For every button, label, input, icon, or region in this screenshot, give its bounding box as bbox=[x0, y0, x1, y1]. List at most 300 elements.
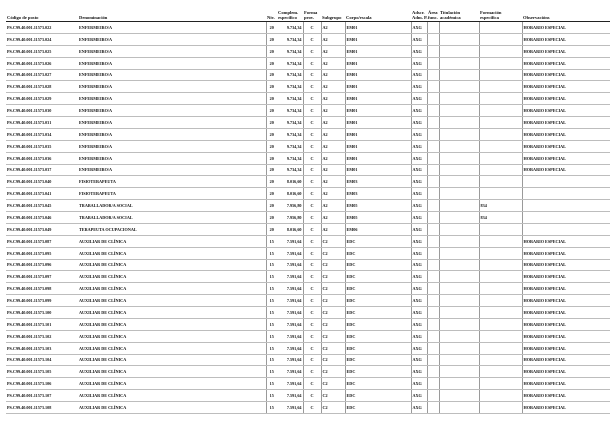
cell-adscr: AXG bbox=[411, 318, 427, 330]
table-row bbox=[6, 259, 610, 271]
cell-denominacion: AUXILIAR DE CLÍNICA bbox=[78, 235, 266, 247]
cell-empty bbox=[427, 354, 439, 366]
cell-denominacion: AUXILIAR DE CLÍNICA bbox=[78, 354, 266, 366]
cell-empty bbox=[427, 307, 439, 319]
cell-observacions: HORARIO ESPECIAL bbox=[522, 140, 610, 152]
cell-empty bbox=[427, 330, 439, 342]
cell-subgrupo: A2 bbox=[321, 140, 345, 152]
table-row bbox=[6, 69, 610, 81]
cell-forma: C bbox=[303, 93, 321, 105]
cell-observacions bbox=[522, 188, 610, 200]
cell-complem: 9.734,34 bbox=[277, 164, 303, 176]
cell-formacion bbox=[479, 164, 522, 176]
cell-empty bbox=[427, 402, 439, 414]
cell-corpo: EM01 bbox=[345, 57, 411, 69]
cell-empty bbox=[439, 330, 479, 342]
cell-forma: C bbox=[303, 200, 321, 212]
header-adscr: Adscr. Adm. P. bbox=[411, 5, 427, 22]
cell-observacions: HORARIO ESPECIAL bbox=[522, 318, 610, 330]
cell-empty bbox=[439, 69, 479, 81]
cell-adscr: AXG bbox=[411, 57, 427, 69]
cell-subgrupo: A2 bbox=[321, 22, 345, 34]
cell-corpo: EM01 bbox=[345, 33, 411, 45]
cell-subgrupo: A2 bbox=[321, 212, 345, 224]
cell-formacion bbox=[479, 271, 522, 283]
cell-empty bbox=[427, 176, 439, 188]
table-row bbox=[6, 140, 610, 152]
cell-codigo: PS.C99.40.001.11573.036 bbox=[6, 152, 78, 164]
cell-niv: 15 bbox=[266, 295, 277, 307]
cell-empty bbox=[427, 271, 439, 283]
table-row bbox=[6, 342, 610, 354]
cell-formacion bbox=[479, 176, 522, 188]
cell-adscr: AXG bbox=[411, 176, 427, 188]
table-row bbox=[6, 318, 610, 330]
cell-adscr: AXG bbox=[411, 200, 427, 212]
cell-denominacion: ENFERMEIRO/A bbox=[78, 45, 266, 57]
cell-complem: 7.591,64 bbox=[277, 295, 303, 307]
cell-niv: 15 bbox=[266, 283, 277, 295]
cell-denominacion: AUXILIAR DE CLÍNICA bbox=[78, 390, 266, 402]
cell-codigo: PS.C99.40.001.11573.106 bbox=[6, 378, 78, 390]
cell-adscr: AXG bbox=[411, 22, 427, 34]
cell-subgrupo: A2 bbox=[321, 164, 345, 176]
cell-denominacion: AUXILIAR DE CLÍNICA bbox=[78, 342, 266, 354]
cell-codigo: PS.C99.40.001.11573.040 bbox=[6, 176, 78, 188]
table-body bbox=[6, 22, 610, 414]
cell-denominacion: TRABALLADOR/A SOCIAL bbox=[78, 200, 266, 212]
cell-codigo: PS.C99.40.001.11573.095 bbox=[6, 247, 78, 259]
table-row bbox=[6, 390, 610, 402]
table-row bbox=[6, 22, 610, 34]
cell-empty bbox=[439, 283, 479, 295]
cell-niv: 15 bbox=[266, 354, 277, 366]
cell-corpo: EM01 bbox=[345, 81, 411, 93]
cell-empty bbox=[427, 247, 439, 259]
cell-adscr: AXG bbox=[411, 105, 427, 117]
cell-empty bbox=[427, 140, 439, 152]
cell-formacion bbox=[479, 235, 522, 247]
cell-codigo: PS.C99.40.001.11573.031 bbox=[6, 117, 78, 129]
cell-forma: C bbox=[303, 318, 321, 330]
cell-empty bbox=[439, 45, 479, 57]
cell-subgrupo: A2 bbox=[321, 69, 345, 81]
cell-formacion bbox=[479, 117, 522, 129]
cell-observacions bbox=[522, 200, 610, 212]
cell-adscr: AXG bbox=[411, 354, 427, 366]
cell-observacions: HORARIO ESPECIAL bbox=[522, 22, 610, 34]
cell-codigo: PS.C99.40.001.11573.041 bbox=[6, 188, 78, 200]
cell-niv: 15 bbox=[266, 271, 277, 283]
cell-empty bbox=[439, 259, 479, 271]
table-row bbox=[6, 295, 610, 307]
cell-complem: 9.734,34 bbox=[277, 81, 303, 93]
cell-observacions: HORARIO ESPECIAL bbox=[522, 259, 610, 271]
cell-forma: C bbox=[303, 390, 321, 402]
cell-codigo: PS.C99.40.001.11573.045 bbox=[6, 200, 78, 212]
cell-denominacion: AUXILIAR DE CLÍNICA bbox=[78, 259, 266, 271]
cell-niv: 20 bbox=[266, 164, 277, 176]
cell-niv: 15 bbox=[266, 390, 277, 402]
cell-empty bbox=[427, 105, 439, 117]
cell-corpo: EDC bbox=[345, 283, 411, 295]
cell-forma: C bbox=[303, 105, 321, 117]
cell-empty bbox=[427, 342, 439, 354]
cell-adscr: AXG bbox=[411, 152, 427, 164]
cell-denominacion: ENFERMEIRO/A bbox=[78, 93, 266, 105]
cell-complem: 7.591,64 bbox=[277, 390, 303, 402]
cell-subgrupo: C2 bbox=[321, 342, 345, 354]
cell-codigo: PS.C99.40.001.11573.028 bbox=[6, 81, 78, 93]
cell-empty bbox=[427, 81, 439, 93]
cell-adscr: AXG bbox=[411, 295, 427, 307]
cell-codigo: PS.C99.40.001.11573.104 bbox=[6, 354, 78, 366]
cell-complem: 9.734,34 bbox=[277, 93, 303, 105]
cell-denominacion: TRABALLADOR/A SOCIAL bbox=[78, 212, 266, 224]
cell-empty bbox=[427, 69, 439, 81]
cell-formacion bbox=[479, 354, 522, 366]
cell-corpo: EDC bbox=[345, 378, 411, 390]
cell-observacions bbox=[522, 176, 610, 188]
cell-codigo: PS.C99.40.001.11573.101 bbox=[6, 318, 78, 330]
header-forma: Forma prov. bbox=[303, 5, 321, 22]
cell-corpo: EM01 bbox=[345, 128, 411, 140]
cell-empty bbox=[439, 212, 479, 224]
cell-forma: C bbox=[303, 22, 321, 34]
cell-formacion bbox=[479, 283, 522, 295]
cell-codigo: PS.C99.40.001.11573.105 bbox=[6, 366, 78, 378]
cell-observacions: HORARIO ESPECIAL bbox=[522, 247, 610, 259]
cell-corpo: EDC bbox=[345, 307, 411, 319]
cell-niv: 15 bbox=[266, 342, 277, 354]
cell-complem: 9.734,34 bbox=[277, 152, 303, 164]
cell-corpo: EM01 bbox=[345, 69, 411, 81]
cell-observacions: HORARIO ESPECIAL bbox=[522, 81, 610, 93]
cell-corpo: EDC bbox=[345, 330, 411, 342]
cell-adscr: AXG bbox=[411, 307, 427, 319]
cell-forma: C bbox=[303, 235, 321, 247]
cell-denominacion: ENFERMEIRO/A bbox=[78, 140, 266, 152]
cell-subgrupo: A2 bbox=[321, 93, 345, 105]
cell-codigo: PS.C99.40.001.11573.102 bbox=[6, 330, 78, 342]
cell-subgrupo: C2 bbox=[321, 318, 345, 330]
table-row bbox=[6, 105, 610, 117]
cell-codigo: PS.C99.40.001.11573.034 bbox=[6, 128, 78, 140]
cell-empty bbox=[439, 223, 479, 235]
cell-niv: 20 bbox=[266, 22, 277, 34]
cell-corpo: EDC bbox=[345, 259, 411, 271]
table-row bbox=[6, 152, 610, 164]
cell-formacion bbox=[479, 69, 522, 81]
cell-complem: 7.591,64 bbox=[277, 354, 303, 366]
cell-adscr: AXG bbox=[411, 247, 427, 259]
cell-empty bbox=[439, 188, 479, 200]
cell-codigo: PS.C99.40.001.11573.087 bbox=[6, 235, 78, 247]
cell-subgrupo: A2 bbox=[321, 33, 345, 45]
cell-forma: C bbox=[303, 342, 321, 354]
header-area: Área func. bbox=[427, 5, 439, 22]
table-row bbox=[6, 164, 610, 176]
cell-empty bbox=[427, 283, 439, 295]
cell-adscr: AXG bbox=[411, 402, 427, 414]
cell-corpo: EM05 bbox=[345, 200, 411, 212]
cell-niv: 20 bbox=[266, 33, 277, 45]
cell-formacion bbox=[479, 33, 522, 45]
cell-complem: 7.956,80 bbox=[277, 200, 303, 212]
cell-forma: C bbox=[303, 295, 321, 307]
cell-formacion bbox=[479, 140, 522, 152]
cell-denominacion: ENFERMEIRO/A bbox=[78, 22, 266, 34]
cell-forma: C bbox=[303, 247, 321, 259]
table-row bbox=[6, 330, 610, 342]
cell-empty bbox=[427, 212, 439, 224]
cell-empty bbox=[439, 247, 479, 259]
cell-adscr: AXG bbox=[411, 330, 427, 342]
cell-empty bbox=[427, 33, 439, 45]
cell-adscr: AXG bbox=[411, 93, 427, 105]
cell-adscr: AXG bbox=[411, 81, 427, 93]
cell-empty bbox=[439, 390, 479, 402]
cell-observacions: HORARIO ESPECIAL bbox=[522, 378, 610, 390]
table-row bbox=[6, 93, 610, 105]
cell-corpo: EM01 bbox=[345, 45, 411, 57]
cell-forma: C bbox=[303, 283, 321, 295]
cell-forma: C bbox=[303, 117, 321, 129]
cell-adscr: AXG bbox=[411, 271, 427, 283]
cell-empty bbox=[427, 128, 439, 140]
cell-empty bbox=[439, 354, 479, 366]
cell-subgrupo: C2 bbox=[321, 271, 345, 283]
cell-denominacion: TERAPEUTA OCUPACIONAL bbox=[78, 223, 266, 235]
cell-observacions: HORARIO ESPECIAL bbox=[522, 117, 610, 129]
cell-codigo: PS.C99.40.001.11573.097 bbox=[6, 271, 78, 283]
cell-niv: 20 bbox=[266, 105, 277, 117]
cell-corpo: EM06 bbox=[345, 223, 411, 235]
cell-empty bbox=[427, 223, 439, 235]
cell-niv: 15 bbox=[266, 402, 277, 414]
cell-observacions: HORARIO ESPECIAL bbox=[522, 330, 610, 342]
cell-observacions: HORARIO ESPECIAL bbox=[522, 307, 610, 319]
cell-observacions: HORARIO ESPECIAL bbox=[522, 128, 610, 140]
cell-formacion bbox=[479, 366, 522, 378]
cell-corpo: EM01 bbox=[345, 105, 411, 117]
cell-corpo: EM05 bbox=[345, 212, 411, 224]
cell-niv: 20 bbox=[266, 81, 277, 93]
cell-empty bbox=[439, 128, 479, 140]
cell-empty bbox=[439, 105, 479, 117]
cell-adscr: AXG bbox=[411, 342, 427, 354]
cell-subgrupo: C2 bbox=[321, 235, 345, 247]
cell-complem: 7.591,64 bbox=[277, 235, 303, 247]
header-complem: Complem. específico bbox=[277, 5, 303, 22]
cell-empty bbox=[427, 93, 439, 105]
cell-complem: 8.016,60 bbox=[277, 176, 303, 188]
cell-forma: C bbox=[303, 402, 321, 414]
cell-observacions: HORARIO ESPECIAL bbox=[522, 105, 610, 117]
cell-empty bbox=[427, 22, 439, 34]
cell-codigo: PS.C99.40.001.11573.022 bbox=[6, 22, 78, 34]
cell-empty bbox=[427, 295, 439, 307]
cell-subgrupo: C2 bbox=[321, 330, 345, 342]
cell-complem: 9.734,34 bbox=[277, 140, 303, 152]
cell-corpo: EM01 bbox=[345, 140, 411, 152]
cell-complem: 9.734,34 bbox=[277, 128, 303, 140]
cell-formacion bbox=[479, 307, 522, 319]
table-row bbox=[6, 57, 610, 69]
cell-adscr: AXG bbox=[411, 69, 427, 81]
cell-forma: C bbox=[303, 188, 321, 200]
cell-forma: C bbox=[303, 271, 321, 283]
cell-corpo: EM01 bbox=[345, 93, 411, 105]
cell-empty bbox=[439, 117, 479, 129]
cell-observacions bbox=[522, 212, 610, 224]
cell-corpo: EDC bbox=[345, 354, 411, 366]
cell-denominacion: ENFERMEIRO/A bbox=[78, 81, 266, 93]
cell-subgrupo: A2 bbox=[321, 152, 345, 164]
header-formacion: Formación específica bbox=[479, 5, 522, 22]
cell-niv: 20 bbox=[266, 188, 277, 200]
cell-adscr: AXG bbox=[411, 235, 427, 247]
header-row bbox=[6, 5, 610, 22]
cell-corpo: EM01 bbox=[345, 152, 411, 164]
cell-observacions: HORARIO ESPECIAL bbox=[522, 93, 610, 105]
cell-corpo: EDC bbox=[345, 247, 411, 259]
cell-formacion bbox=[479, 318, 522, 330]
cell-niv: 20 bbox=[266, 128, 277, 140]
cell-empty bbox=[427, 366, 439, 378]
table-row bbox=[6, 188, 610, 200]
cell-corpo: EDC bbox=[345, 366, 411, 378]
cell-empty bbox=[427, 188, 439, 200]
cell-subgrupo: A2 bbox=[321, 223, 345, 235]
cell-niv: 15 bbox=[266, 330, 277, 342]
cell-subgrupo: C2 bbox=[321, 259, 345, 271]
table-row bbox=[6, 271, 610, 283]
cell-forma: C bbox=[303, 212, 321, 224]
cell-niv: 20 bbox=[266, 93, 277, 105]
cell-forma: C bbox=[303, 69, 321, 81]
cell-complem: 9.734,34 bbox=[277, 69, 303, 81]
cell-subgrupo: C2 bbox=[321, 366, 345, 378]
cell-complem: 7.591,64 bbox=[277, 402, 303, 414]
cell-denominacion: ENFERMEIRO/A bbox=[78, 117, 266, 129]
cell-formacion bbox=[479, 105, 522, 117]
cell-codigo: PS.C99.40.001.11573.100 bbox=[6, 307, 78, 319]
cell-subgrupo: A2 bbox=[321, 81, 345, 93]
table-row bbox=[6, 247, 610, 259]
cell-formacion bbox=[479, 152, 522, 164]
cell-empty bbox=[439, 307, 479, 319]
cell-codigo: PS.C99.40.001.11573.108 bbox=[6, 402, 78, 414]
cell-corpo: EDC bbox=[345, 235, 411, 247]
cell-complem: 9.734,34 bbox=[277, 45, 303, 57]
cell-subgrupo: C2 bbox=[321, 402, 345, 414]
cell-observacions: HORARIO ESPECIAL bbox=[522, 235, 610, 247]
cell-forma: C bbox=[303, 307, 321, 319]
cell-complem: 7.956,80 bbox=[277, 212, 303, 224]
cell-empty bbox=[439, 22, 479, 34]
cell-forma: C bbox=[303, 45, 321, 57]
cell-subgrupo: A2 bbox=[321, 117, 345, 129]
cell-forma: C bbox=[303, 354, 321, 366]
cell-corpo: EM03 bbox=[345, 188, 411, 200]
cell-forma: C bbox=[303, 164, 321, 176]
cell-complem: 7.591,64 bbox=[277, 330, 303, 342]
cell-empty bbox=[439, 140, 479, 152]
cell-empty bbox=[439, 318, 479, 330]
cell-complem: 7.591,64 bbox=[277, 283, 303, 295]
cell-empty bbox=[439, 176, 479, 188]
cell-codigo: PS.C99.40.001.11573.029 bbox=[6, 93, 78, 105]
cell-observacions: HORARIO ESPECIAL bbox=[522, 390, 610, 402]
cell-empty bbox=[439, 164, 479, 176]
cell-niv: 20 bbox=[266, 117, 277, 129]
cell-complem: 7.591,64 bbox=[277, 366, 303, 378]
cell-adscr: AXG bbox=[411, 283, 427, 295]
cell-forma: C bbox=[303, 366, 321, 378]
cell-denominacion: AUXILIAR DE CLÍNICA bbox=[78, 283, 266, 295]
cell-denominacion: AUXILIAR DE CLÍNICA bbox=[78, 330, 266, 342]
cell-corpo: EDC bbox=[345, 318, 411, 330]
cell-denominacion: ENFERMEIRO/A bbox=[78, 69, 266, 81]
cell-subgrupo: C2 bbox=[321, 390, 345, 402]
cell-denominacion: AUXILIAR DE CLÍNICA bbox=[78, 295, 266, 307]
cell-complem: 9.734,34 bbox=[277, 117, 303, 129]
cell-adscr: AXG bbox=[411, 140, 427, 152]
cell-denominacion: ENFERMEIRO/A bbox=[78, 33, 266, 45]
cell-forma: C bbox=[303, 57, 321, 69]
cell-formacion bbox=[479, 378, 522, 390]
cell-complem: 9.734,34 bbox=[277, 33, 303, 45]
cell-niv: 15 bbox=[266, 318, 277, 330]
cell-denominacion: AUXILIAR DE CLÍNICA bbox=[78, 402, 266, 414]
cell-niv: 20 bbox=[266, 223, 277, 235]
cell-empty bbox=[439, 342, 479, 354]
cell-denominacion: AUXILIAR DE CLÍNICA bbox=[78, 318, 266, 330]
table-row bbox=[6, 402, 610, 414]
table-row bbox=[6, 117, 610, 129]
cell-codigo: PS.C99.40.001.11573.099 bbox=[6, 295, 78, 307]
cell-subgrupo: A2 bbox=[321, 105, 345, 117]
cell-empty bbox=[427, 390, 439, 402]
table-row bbox=[6, 235, 610, 247]
table-row bbox=[6, 212, 610, 224]
cell-codigo: PS.C99.40.001.11573.103 bbox=[6, 342, 78, 354]
cell-empty bbox=[427, 117, 439, 129]
cell-adscr: AXG bbox=[411, 378, 427, 390]
cell-corpo: EDC bbox=[345, 271, 411, 283]
cell-subgrupo: C2 bbox=[321, 295, 345, 307]
cell-subgrupo: C2 bbox=[321, 354, 345, 366]
cell-empty bbox=[439, 152, 479, 164]
table-row bbox=[6, 307, 610, 319]
cell-forma: C bbox=[303, 330, 321, 342]
cell-complem: 7.591,64 bbox=[277, 247, 303, 259]
cell-empty bbox=[427, 57, 439, 69]
cell-codigo: PS.C99.40.001.11573.035 bbox=[6, 140, 78, 152]
cell-subgrupo: A2 bbox=[321, 57, 345, 69]
cell-observacions: HORARIO ESPECIAL bbox=[522, 354, 610, 366]
cell-niv: 20 bbox=[266, 57, 277, 69]
cell-codigo: PS.C99.40.001.11573.024 bbox=[6, 33, 78, 45]
cell-adscr: AXG bbox=[411, 33, 427, 45]
cell-denominacion: AUXILIAR DE CLÍNICA bbox=[78, 247, 266, 259]
cell-forma: C bbox=[303, 152, 321, 164]
cell-formacion: 834 bbox=[479, 200, 522, 212]
cell-complem: 7.591,64 bbox=[277, 318, 303, 330]
cell-empty bbox=[439, 271, 479, 283]
header-niv: Niv. bbox=[266, 5, 277, 22]
